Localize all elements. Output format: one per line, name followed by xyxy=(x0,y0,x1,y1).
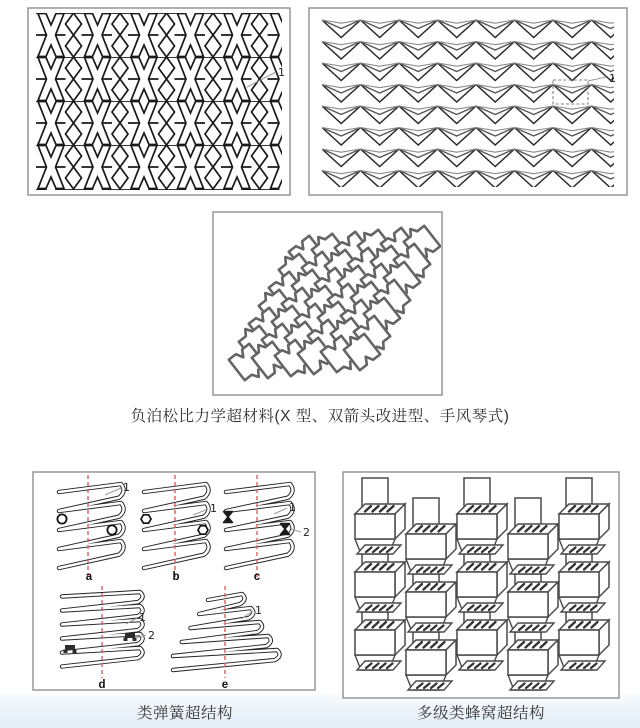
figure-accordion xyxy=(213,212,442,395)
x-type-callout-1: 1 xyxy=(278,66,285,79)
spring-b-callout-1: 1 xyxy=(210,502,217,515)
spring-label-a: a xyxy=(85,571,93,583)
figure-x-type xyxy=(28,8,290,195)
figure-springs xyxy=(33,472,315,691)
spring-d-callout-1: 1 xyxy=(139,611,146,624)
spring-e-callout-1: 1 xyxy=(255,604,262,617)
metamaterial-caption: 负泊松比力学超材料(X 型、双箭头改进型、手风琴式) xyxy=(130,408,510,425)
spring-a-callout-1: 1 xyxy=(123,481,130,494)
honeycomb-caption: 多级类蜂窝超结构 xyxy=(416,705,545,722)
spring-d-callout-2: 2 xyxy=(148,629,155,642)
spring-label-e: e xyxy=(221,679,229,691)
spring-label-c: c xyxy=(253,571,261,583)
spring-c-callout-2: 2 xyxy=(303,526,310,539)
spring-c-callout-1: 1 xyxy=(289,501,296,514)
arrowhead-callout-1: 1 xyxy=(609,72,616,85)
honeycomb-drawing xyxy=(355,478,609,690)
arrowhead-pattern xyxy=(322,17,614,187)
x-type-pattern xyxy=(36,13,282,190)
springs-caption: 类弹簧超结构 xyxy=(136,705,233,722)
figure-double-arrowhead xyxy=(309,8,627,195)
figure-honeycomb xyxy=(343,472,619,698)
spring-label-d: d xyxy=(98,679,106,691)
spring-label-b: b xyxy=(172,571,180,583)
